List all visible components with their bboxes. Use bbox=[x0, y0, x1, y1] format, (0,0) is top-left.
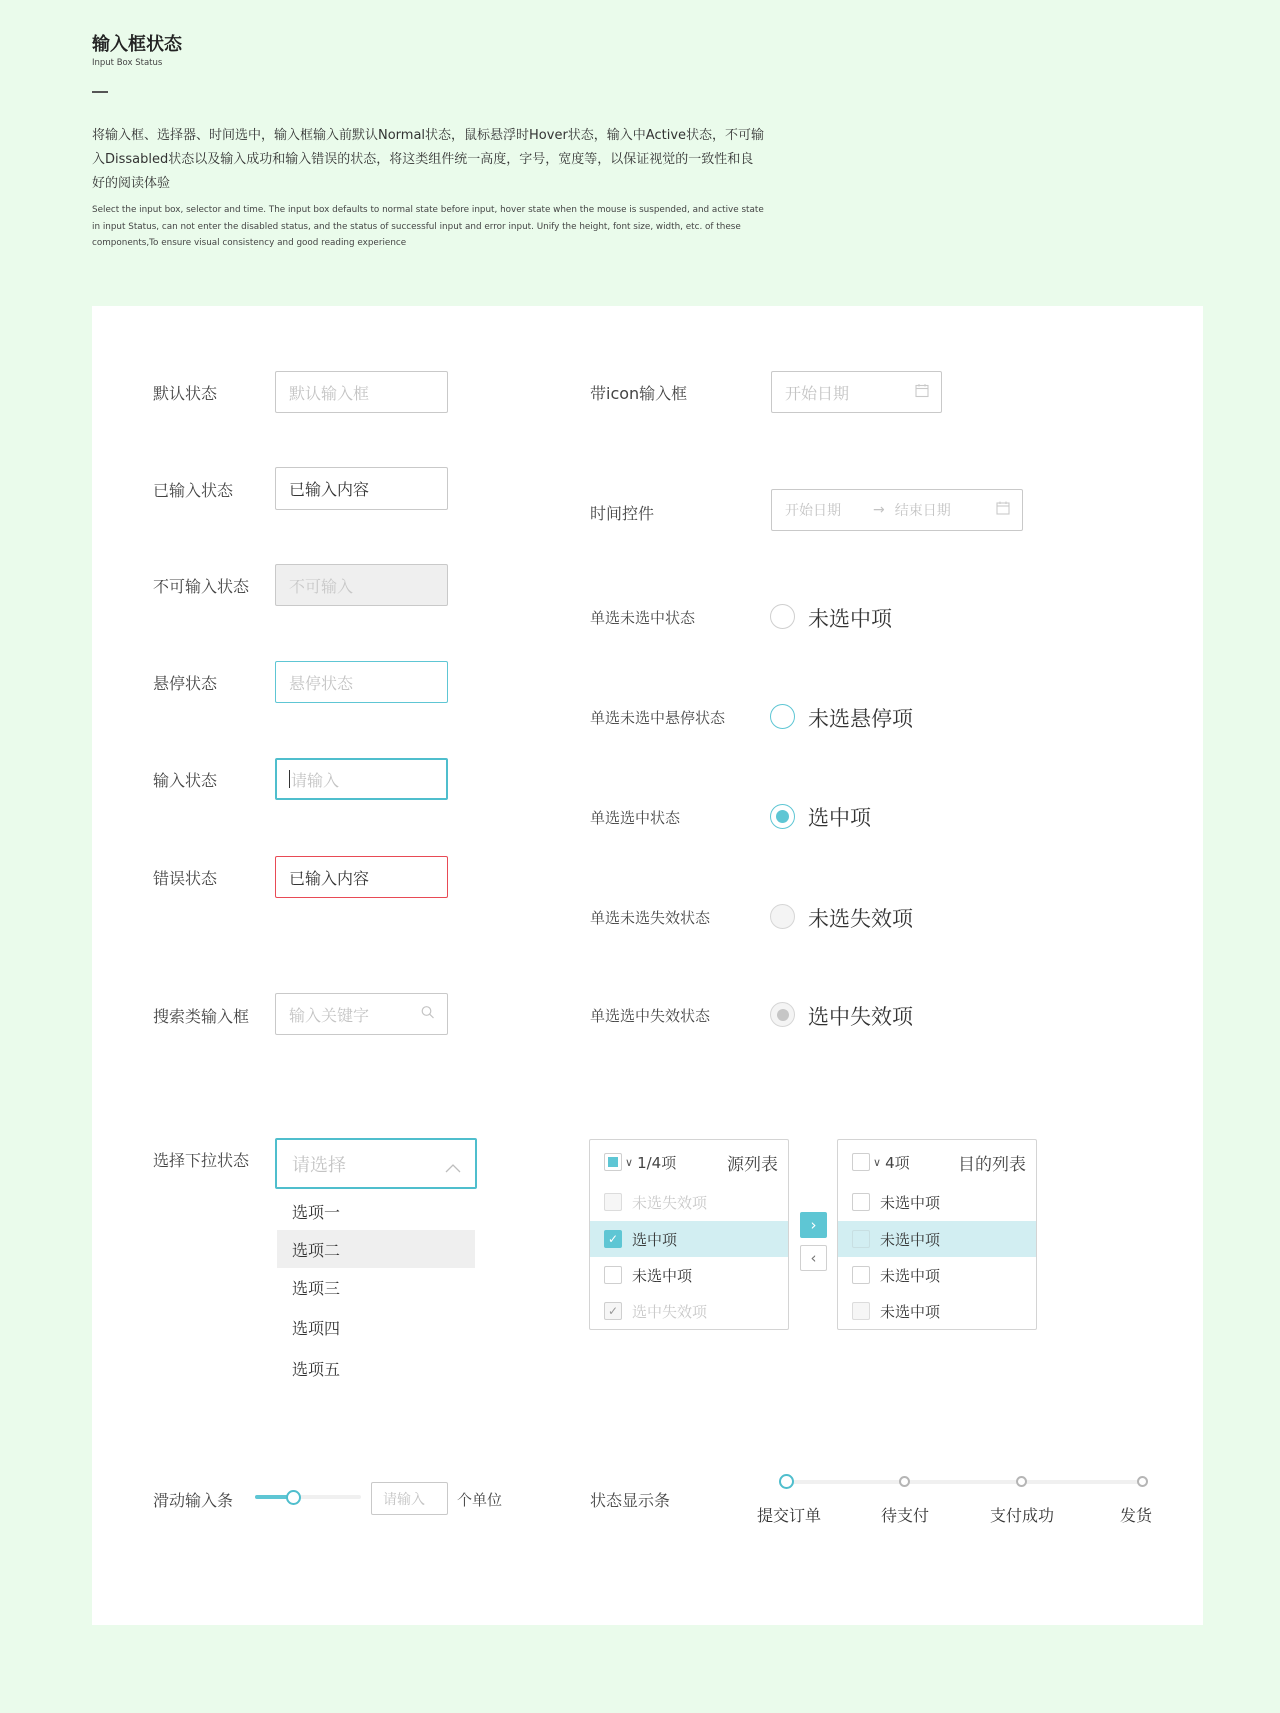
radio-disabled bbox=[770, 904, 795, 929]
source-item-disabled-checked bbox=[590, 1293, 788, 1329]
transfer-source-list bbox=[589, 1139, 789, 1330]
target-item[interactable] bbox=[838, 1184, 1036, 1220]
active-input-placeholder: 请输入 bbox=[291, 770, 340, 790]
step-label: 发货 bbox=[1119, 1506, 1153, 1525]
chevron-down-icon[interactable]: ∨ bbox=[873, 1155, 882, 1169]
source-list-header bbox=[590, 1140, 788, 1184]
disabled-input-placeholder: 不可输入 bbox=[289, 576, 354, 596]
transfer-target-list bbox=[837, 1139, 1037, 1330]
label-radio-hover: 单选未选中悬停状态 bbox=[590, 709, 726, 727]
page-subtitle: Input Box Status bbox=[92, 58, 163, 68]
radio-checked[interactable] bbox=[770, 804, 795, 829]
chevron-up-icon bbox=[445, 1157, 461, 1178]
label-radio-checked: 单选选中状态 bbox=[590, 809, 681, 827]
checkbox-unchecked[interactable] bbox=[852, 1266, 870, 1284]
slider-thumb[interactable] bbox=[286, 1490, 301, 1505]
steps-track bbox=[790, 1480, 1142, 1484]
label-slider: 滑动输入条 bbox=[153, 1491, 234, 1510]
error-input-value: 已输入内容 bbox=[289, 868, 370, 888]
slider-input-placeholder: 请输入 bbox=[383, 1491, 425, 1508]
radio-disabled-checked-text: 选中失效项 bbox=[808, 1005, 913, 1029]
chevron-down-icon[interactable]: ∨ bbox=[625, 1155, 634, 1169]
step-dot bbox=[1016, 1476, 1027, 1487]
label-hover: 悬停状态 bbox=[153, 674, 218, 693]
target-list-header bbox=[838, 1140, 1036, 1184]
label-filled: 已输入状态 bbox=[153, 481, 234, 500]
source-title: 源列表 bbox=[727, 1154, 778, 1175]
select-options-list bbox=[277, 1192, 475, 1388]
step-label: 待支付 bbox=[880, 1506, 930, 1525]
select-all-checkbox[interactable] bbox=[604, 1153, 622, 1171]
text-cursor bbox=[289, 770, 290, 788]
calendar-icon[interactable] bbox=[915, 383, 929, 402]
step-dot bbox=[1137, 1476, 1148, 1487]
select-all-checkbox[interactable] bbox=[852, 1153, 870, 1171]
date-range-input[interactable] bbox=[771, 489, 1023, 531]
checkbox-unchecked[interactable] bbox=[852, 1193, 870, 1211]
transfer-right-button[interactable]: › bbox=[800, 1212, 827, 1238]
active-input[interactable] bbox=[275, 758, 448, 800]
calendar-icon[interactable] bbox=[996, 501, 1010, 519]
start-date-placeholder[interactable]: 开始日期 bbox=[785, 503, 841, 519]
label-date-range: 时间控件 bbox=[590, 504, 655, 523]
select-dropdown[interactable] bbox=[275, 1138, 477, 1189]
radio-unchecked[interactable] bbox=[770, 604, 795, 629]
icon-input-placeholder: 开始日期 bbox=[785, 383, 850, 403]
error-input[interactable] bbox=[275, 856, 448, 898]
step-dot-current bbox=[779, 1474, 794, 1489]
search-icon[interactable] bbox=[421, 1005, 435, 1024]
label-disabled: 不可输入状态 bbox=[153, 577, 250, 596]
target-item-hover[interactable] bbox=[838, 1221, 1036, 1257]
label-steps: 状态显示条 bbox=[590, 1491, 671, 1510]
search-input[interactable] bbox=[275, 993, 448, 1035]
arrow-right-icon: → bbox=[873, 502, 885, 518]
checkbox-unchecked[interactable] bbox=[604, 1266, 622, 1284]
checkbox-disabled-checked: ✓ bbox=[604, 1302, 622, 1320]
item-text: 未选中项 bbox=[880, 1193, 941, 1212]
radio-disabled-checked bbox=[770, 1002, 795, 1027]
hover-input[interactable] bbox=[275, 661, 448, 703]
step-label: 提交订单 bbox=[756, 1506, 822, 1525]
search-input-placeholder: 输入关键字 bbox=[289, 1005, 370, 1025]
radio-hover[interactable] bbox=[770, 704, 795, 729]
default-input[interactable] bbox=[275, 371, 448, 413]
radio-disabled-text: 未选失效项 bbox=[808, 907, 913, 931]
source-count: 1/4项 bbox=[637, 1153, 677, 1172]
select-option[interactable]: 选项一 bbox=[292, 1202, 341, 1222]
disabled-input bbox=[275, 564, 448, 606]
label-icon-input: 带icon输入框 bbox=[590, 384, 688, 403]
page-title: 输入框状态 bbox=[92, 34, 182, 55]
description-en: Select the input box, selector and time. The input box defaults to normal state before input, hover state when the mouse is suspended, and active state in input Status, can not enter the disabled status, and the status of successful input and error input. Unify the height, font size, width, etc. of these components,To ensure visual consistency and good reading experience bbox=[92, 205, 764, 248]
filled-input-value: 已输入内容 bbox=[289, 480, 370, 499]
hover-input-placeholder: 悬停状态 bbox=[289, 673, 354, 693]
step-dot bbox=[899, 1476, 910, 1487]
icon-date-input[interactable] bbox=[771, 371, 942, 413]
source-item-checked[interactable] bbox=[590, 1221, 788, 1257]
checkbox-hover[interactable] bbox=[852, 1230, 870, 1248]
checkbox-checked[interactable]: ✓ bbox=[604, 1230, 622, 1248]
filled-input[interactable] bbox=[275, 467, 448, 510]
slider-value-input[interactable] bbox=[371, 1482, 448, 1515]
step-label: 支付成功 bbox=[989, 1506, 1055, 1525]
radio-checked-text[interactable]: 选中项 bbox=[808, 806, 871, 830]
checkbox-disabled bbox=[852, 1302, 870, 1320]
item-text: 未选中项 bbox=[880, 1302, 941, 1321]
label-radio-disabled: 单选未选失效状态 bbox=[590, 909, 711, 927]
target-item[interactable] bbox=[838, 1257, 1036, 1293]
select-placeholder: 请选择 bbox=[292, 1154, 346, 1176]
item-text: 未选失效项 bbox=[632, 1193, 708, 1212]
item-text: 未选中项 bbox=[880, 1230, 941, 1249]
title-divider bbox=[92, 91, 108, 93]
label-error: 错误状态 bbox=[153, 869, 218, 888]
item-text: 选中失效项 bbox=[632, 1302, 708, 1321]
slider-unit: 个单位 bbox=[457, 1491, 503, 1509]
radio-hover-text[interactable]: 未选悬停项 bbox=[808, 707, 913, 731]
select-option[interactable]: 选项三 bbox=[292, 1278, 341, 1298]
description-cn: 将输入框、选择器、时间选中，输入框输入前默认Normal状态，鼠标悬浮时Hover状态，输入中Active状态，不可输入Dissabled状态以及输入成功和输入错误的状态，将这类组件统一高度，字号，宽度等，以保证视觉的一致性和良好的阅读体验 bbox=[92, 128, 765, 191]
item-text: 未选中项 bbox=[632, 1266, 693, 1285]
radio-unchecked-text[interactable]: 未选中项 bbox=[808, 607, 892, 631]
source-item-unchecked[interactable] bbox=[590, 1257, 788, 1293]
select-option-highlighted[interactable]: 选项二 bbox=[277, 1230, 475, 1268]
label-radio-unchecked: 单选未选中状态 bbox=[590, 609, 696, 627]
target-title: 目的列表 bbox=[958, 1154, 1026, 1175]
target-item[interactable] bbox=[838, 1293, 1036, 1329]
checkbox-disabled bbox=[604, 1193, 622, 1211]
item-text: 未选中项 bbox=[880, 1266, 941, 1285]
label-select: 选择下拉状态 bbox=[153, 1151, 250, 1170]
label-active: 输入状态 bbox=[153, 771, 218, 790]
label-search: 搜索类输入框 bbox=[153, 1007, 250, 1026]
end-date-placeholder[interactable]: 结束日期 bbox=[894, 503, 951, 519]
item-text: 选中项 bbox=[632, 1230, 678, 1249]
target-count: 4项 bbox=[885, 1153, 910, 1172]
transfer-left-button[interactable]: ‹ bbox=[800, 1245, 827, 1271]
label-default: 默认状态 bbox=[153, 384, 218, 403]
source-item-disabled bbox=[590, 1184, 788, 1220]
select-option[interactable]: 选项四 bbox=[292, 1318, 341, 1338]
select-option[interactable]: 选项五 bbox=[292, 1359, 341, 1379]
default-input-placeholder: 默认输入框 bbox=[289, 383, 370, 403]
label-radio-disabled-checked: 单选选中失效状态 bbox=[590, 1007, 711, 1025]
